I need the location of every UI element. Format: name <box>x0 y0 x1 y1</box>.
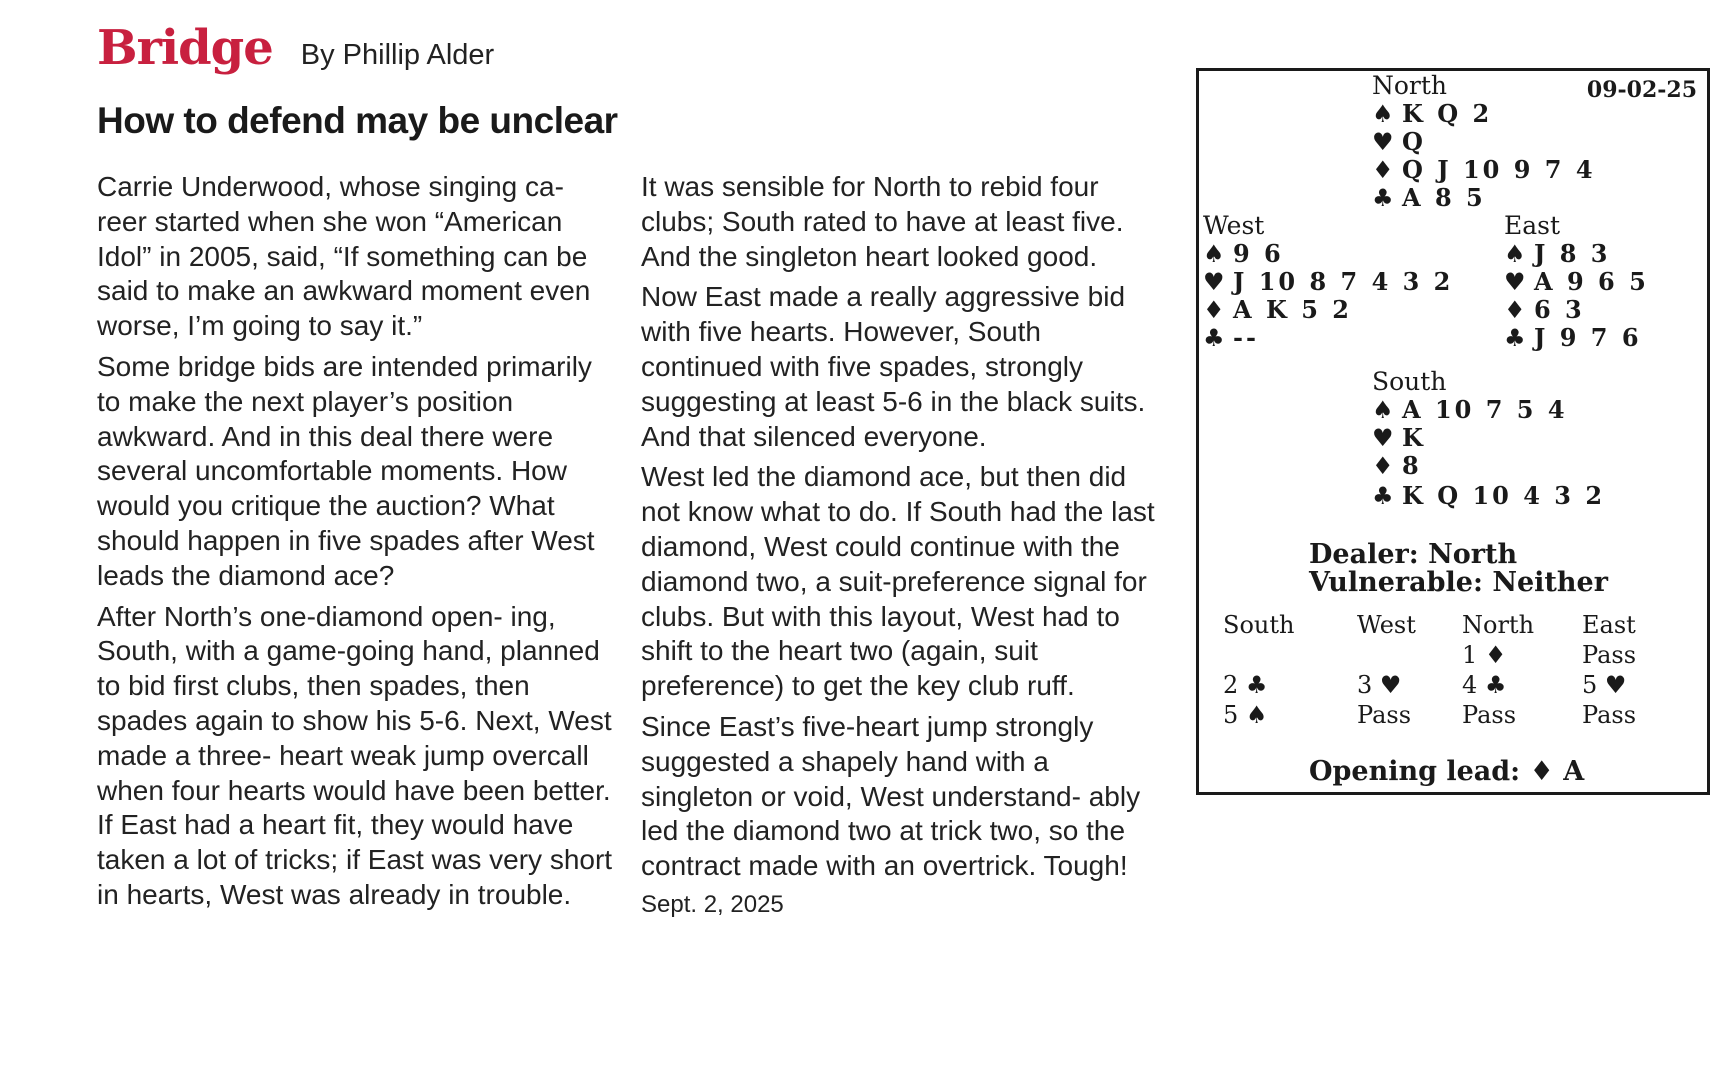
auction-bid: 3 ♥ <box>1357 671 1402 699</box>
byline: By Phillip Alder <box>300 39 495 71</box>
dateline: Sept. 2, 2025 <box>641 890 784 918</box>
paragraph: Carrie Underwood, whose singing ca- reer started when she won “American Idol” in 2005, said, “If something can be said to make an awkward moment even worse, I’m going to say it.” <box>97 171 591 342</box>
north-hearts: ♥ Q <box>1372 127 1426 156</box>
south-clubs: ♣ K Q 10 4 3 2 <box>1372 481 1606 510</box>
club-icon: ♣ <box>1245 671 1268 699</box>
paragraph: It was sensible for North to rebid four clubs; South rated to have at least five. And the singleton heart looked good. <box>641 171 1124 272</box>
paragraph: West led the diamond ace, but then did not know what to do. If South had the last diamond, West could continue with the diamond two, a suit-preference signal for clubs. But with this layout, West had to shift to the heart two (again, suit preference) to get the key club ruff. <box>641 461 1155 702</box>
west-clubs: ♣ -- <box>1203 323 1259 352</box>
article-column-2 <box>641 170 1159 920</box>
paragraph: After North’s one-diamond open- ing, South, with a game-going hand, planned to bid first clubs, then spades, then spades again to show his 5-6. Next, West made a three- heart weak jump overcall when four hearts would have been better. If East had a heart fit, they would have taken a lot of tricks; if East was very short in hearts, West was already in trouble. <box>97 600 613 910</box>
auction-bid: 1 ♦ <box>1462 641 1507 669</box>
east-hearts: ♥ A 9 6 5 <box>1504 267 1649 296</box>
diamond-icon: ♦ <box>1504 295 1526 324</box>
paragraph: Now East made a really aggressive bid with five hearts. However, South continued with five spades, strongly suggesting at least 5-6 in the black suits. And that silenced everyone. <box>641 281 1146 452</box>
auction-bid: Pass <box>1582 641 1637 669</box>
heart-icon: ♥ <box>1372 423 1394 452</box>
west-hearts: ♥ J 10 8 7 4 3 2 <box>1203 267 1454 296</box>
heart-icon: ♥ <box>1379 671 1402 699</box>
auction-bid: Pass <box>1582 701 1637 729</box>
club-icon: ♣ <box>1504 323 1526 352</box>
spade-icon: ♠ <box>1203 239 1225 268</box>
east-diamonds: ♦ 6 3 <box>1504 295 1585 324</box>
auction-header-east: East <box>1582 611 1636 639</box>
spade-icon: ♠ <box>1372 395 1394 424</box>
heart-icon: ♥ <box>1504 267 1526 296</box>
club-icon: ♣ <box>1203 323 1225 352</box>
club-icon: ♣ <box>1372 481 1394 510</box>
date-code: 09-02-25 <box>1586 77 1697 103</box>
north-clubs: ♣ A 8 5 <box>1372 183 1486 212</box>
bridge-deal-diagram <box>1196 68 1710 795</box>
north-diamonds: ♦ Q J 10 9 7 4 <box>1372 155 1596 184</box>
south-label: South <box>1372 367 1447 396</box>
diamond-icon: ♦ <box>1484 641 1507 669</box>
auction-bid: 4 ♣ <box>1462 671 1507 699</box>
west-diamonds: ♦ A K 5 2 <box>1203 295 1352 324</box>
east-label: East <box>1504 211 1561 240</box>
diamond-icon: ♦ <box>1529 756 1554 787</box>
south-diamonds: ♦ 8 <box>1372 451 1422 480</box>
auction-header-west: West <box>1357 611 1416 639</box>
auction-header-north: North <box>1462 611 1535 639</box>
auction-bid: 5 ♠ <box>1223 701 1268 729</box>
column-brand: Bridge <box>97 20 273 76</box>
spade-icon: ♠ <box>1372 99 1394 128</box>
vulnerable-text: Vulnerable: Neither <box>1309 567 1608 598</box>
spade-icon: ♠ <box>1504 239 1526 268</box>
south-spades: ♠ A 10 7 5 4 <box>1372 395 1568 424</box>
headline: How to defend may be unclear <box>97 100 618 141</box>
auction-bid: 2 ♣ <box>1223 671 1268 699</box>
north-label: North <box>1372 71 1448 100</box>
heart-icon: ♥ <box>1203 267 1225 296</box>
club-icon: ♣ <box>1372 183 1394 212</box>
auction-bid: Pass <box>1462 701 1517 729</box>
column-header <box>97 20 494 82</box>
west-spades: ♠ 9 6 <box>1203 239 1284 268</box>
east-clubs: ♣ J 9 7 6 <box>1504 323 1642 352</box>
heart-icon: ♥ <box>1604 671 1627 699</box>
club-icon: ♣ <box>1484 671 1507 699</box>
diamond-icon: ♦ <box>1372 451 1394 480</box>
opening-lead: Opening lead: ♦ A <box>1309 756 1585 787</box>
dealer-text: Dealer: North <box>1309 539 1518 570</box>
paragraph: Some bridge bids are intended primarily to make the next player’s position awkward. And in this deal there were several uncomfortable moments. How would you critique the auction? What should happen in five spades after West leads the diamond ace? <box>97 350 595 591</box>
spade-icon: ♠ <box>1245 701 1268 729</box>
auction-header-south: South <box>1223 611 1295 639</box>
east-spades: ♠ J 8 3 <box>1504 239 1611 268</box>
west-label: West <box>1203 211 1265 240</box>
article-column-1 <box>97 170 617 919</box>
auction-bid: Pass <box>1357 701 1412 729</box>
heart-icon: ♥ <box>1372 127 1394 156</box>
south-hearts: ♥ K <box>1372 423 1426 452</box>
auction-bid: 5 ♥ <box>1582 671 1627 699</box>
diamond-icon: ♦ <box>1372 155 1394 184</box>
north-spades: ♠ K Q 2 <box>1372 99 1493 128</box>
diamond-icon: ♦ <box>1203 295 1225 324</box>
paragraph: Since East’s five-heart jump strongly suggested a shapely hand with a singleton or void, West understand- ably led the diamond two at trick two, so the contract made with an overtrick. Tough! <box>641 710 1141 882</box>
